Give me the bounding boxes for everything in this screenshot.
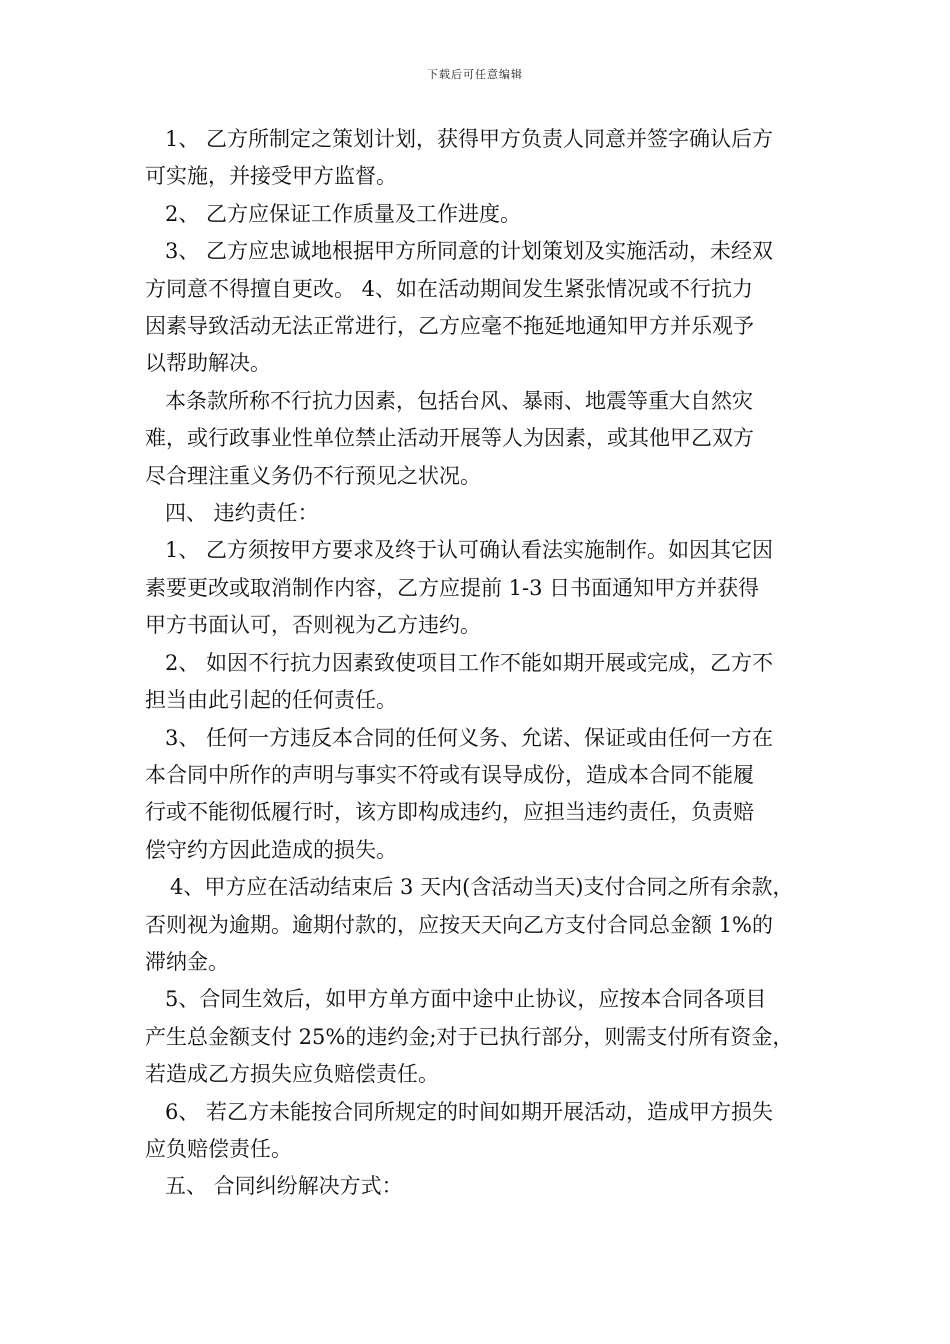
text-line: 3、 任何一方违反本合同的任何义务、允诺、保证或由任何一方在 [165, 725, 774, 750]
clause-2-quality [145, 196, 815, 233]
text-line: 偿守约方因此造成的损失。 [145, 837, 397, 862]
text-line: 1、 乙方须按甲方要求及终于认可确认看法实施制作。如因其它因 [165, 538, 774, 563]
text-line: 1、 乙方所制定之策划计划，获得甲方负责人同意并签字确认后方 [165, 127, 774, 151]
text-line: 否则视为逾期。逾期付款的，应按天天向乙方支付合同总金额 1%的 [145, 912, 773, 937]
text-line: 素要更改或取消制作内容，乙方应提前 1-3 日书面通知甲方并获得 [145, 575, 760, 600]
force-majeure-definition [145, 383, 815, 495]
breach-clause-3 [145, 720, 815, 870]
section-heading: 四、 违约责任： [165, 501, 319, 526]
text-line: 行或不能彻低履行时，该方即构成违约，应担当违约责任，负责赔 [145, 800, 754, 825]
text-line: 2、 乙方应保证工作质量及工作进度。 [165, 201, 522, 226]
section-heading: 五、 合同纠纷解决方式： [165, 1174, 403, 1199]
text-line: 滞纳金。 [145, 949, 229, 974]
text-line: 因素导致活动无法正常进行，乙方应毫不拖延地通知甲方并乐观予 [145, 314, 754, 339]
text-line: 本合同中所作的声明与事实不符或有误导成份，造成本合同不能履 [145, 762, 754, 787]
text-line: 担当由此引起的任何责任。 [145, 688, 397, 713]
section-heading-dispute [145, 1168, 815, 1205]
document-body [145, 121, 815, 1206]
text-line: 尽合理注重义务仍不行预见之状况。 [145, 463, 481, 488]
text-line: 本条款所称不行抗力因素，包括台风、暴雨、地震等重大自然灾 [165, 388, 753, 413]
clause-3-4-execution [145, 233, 815, 383]
text-line: 若造成乙方损失应负赔偿责任。 [145, 1062, 439, 1087]
text-line: 2、 如因不行抗力因素致使项目工作不能如期开展或完成，乙方不 [165, 650, 774, 675]
text-line: 应负赔偿责任。 [145, 1136, 292, 1161]
breach-clause-4 [145, 869, 815, 981]
breach-clause-6 [145, 1094, 815, 1169]
text-line: 方同意不得擅自更改。 4、如在活动期间发生紧张情况或不行抗力 [145, 276, 754, 301]
text-line: 甲方书面认可，否则视为乙方违约。 [145, 613, 481, 638]
breach-clause-1 [145, 532, 815, 644]
text-line: 6、 若乙方未能按合同所规定的时间如期开展活动，造成甲方损失 [165, 1099, 774, 1124]
breach-clause-5 [145, 981, 815, 1093]
page-header: 下载后可任意编辑 [427, 68, 523, 81]
clause-1-plan-approval [145, 121, 815, 196]
text-line: 4、甲方应在活动结束后 3 天内(含活动当天)支付合同之所有余款， [170, 875, 794, 900]
text-line: 产生总金额支付 25%的违约金;对于已执行部分，则需支付所有资金， [145, 1024, 794, 1049]
text-line: 可实施，并接受甲方监督。 [145, 164, 397, 189]
text-line: 3、 乙方应忠诚地根据甲方所同意的计划策划及实施活动，未经双 [165, 239, 774, 264]
text-line: 以帮助解决。 [145, 351, 271, 376]
breach-clause-2 [145, 645, 815, 720]
section-heading-breach [145, 495, 815, 532]
text-line: 5、合同生效后，如甲方单方面中途中止协议，应按本合同各项目 [165, 987, 767, 1012]
text-line: 难，或行政事业性单位禁止活动开展等人为因素，或其他甲乙双方 [145, 426, 754, 451]
